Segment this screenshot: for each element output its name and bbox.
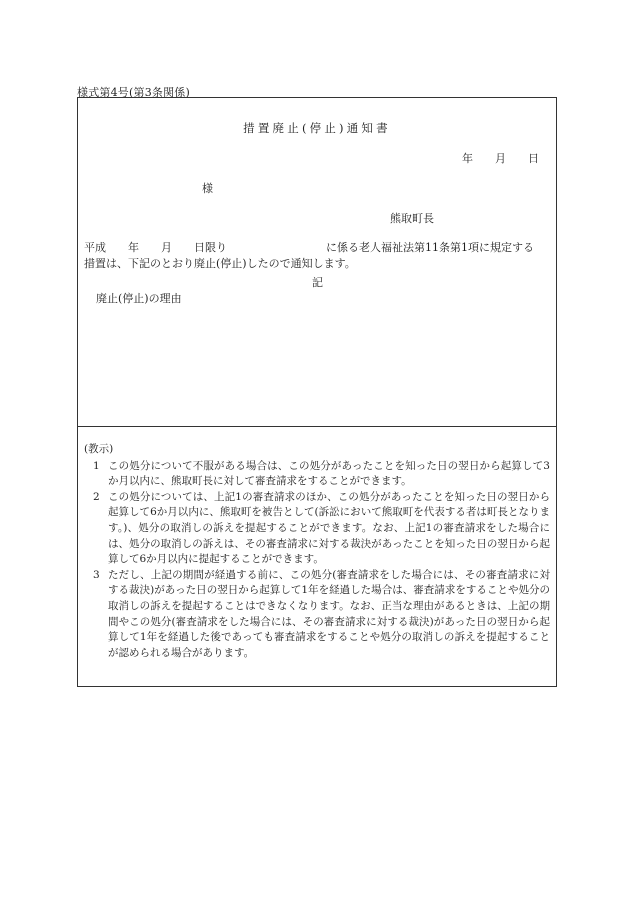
note-number: 2 xyxy=(93,490,100,503)
note-item-3 xyxy=(84,568,550,662)
issuer-name: 熊取町長 xyxy=(390,212,434,225)
note-text: この処分については、上記1の審査請求のほか、この処分があったことを知った日の翌日から起算して6か月以内に、熊取町を被告として(訴訟において熊取町を代表する者は町長となります。)、処分の取消しの訴えを提起することができます。なお、上記1の審査請求をした場合には、処分の取消しの訴えは、その審査請求に対する裁決があったことを知った日の翌日から起算して6か月以内に提起することができます。 xyxy=(108,490,550,566)
notice-body xyxy=(84,240,552,272)
form-number: 様式第4号(第3条関係) xyxy=(77,86,190,99)
note-text: この処分について不服がある場合は、この処分があったことを知った日の翌日から起算して3か月以内に、熊取町長に対して審査請求をすることができます。 xyxy=(108,459,550,488)
notice-frame xyxy=(77,97,557,687)
note-number: 3 xyxy=(93,568,100,581)
date-line: 年 月 日 xyxy=(462,152,539,165)
ki-label: 記 xyxy=(312,276,323,289)
reason-label: 廃止(停止)の理由 xyxy=(96,292,182,305)
appeal-notice xyxy=(84,442,550,661)
body-first-line: 平成 年 月 日限り に係る老人福祉法第11条第1項に規定する xyxy=(84,241,534,254)
section-divider xyxy=(78,426,556,427)
note-number: 1 xyxy=(93,459,100,472)
note-text: ただし、上記の期間が経過する前に、この処分(審査請求をした場合には、その審査請求に対する裁決)があった日の翌日から起算して1年を経過した場合は、審査請求をすることや処分の取消しの訴えを提起することはできなくなります。なお、正当な理由があるときは、上記の期間やこの処分(審査請求をした場合には、その審査請求に対する裁決)があった日の翌日から起算して1年を経過した後であっても審査請求をすることや処分の取消しの訴えを提起することが認められる場合があります。 xyxy=(108,568,550,659)
document-title: 措置廃止(停止)通知書 xyxy=(243,121,391,135)
body-second-line: 措置は、下記のとおり廃止(停止)したので通知します。 xyxy=(84,257,356,270)
addressee-suffix: 様 xyxy=(202,182,213,195)
notes-heading: (教示) xyxy=(84,443,114,455)
note-item-2 xyxy=(84,490,550,568)
note-item-1 xyxy=(84,459,550,490)
